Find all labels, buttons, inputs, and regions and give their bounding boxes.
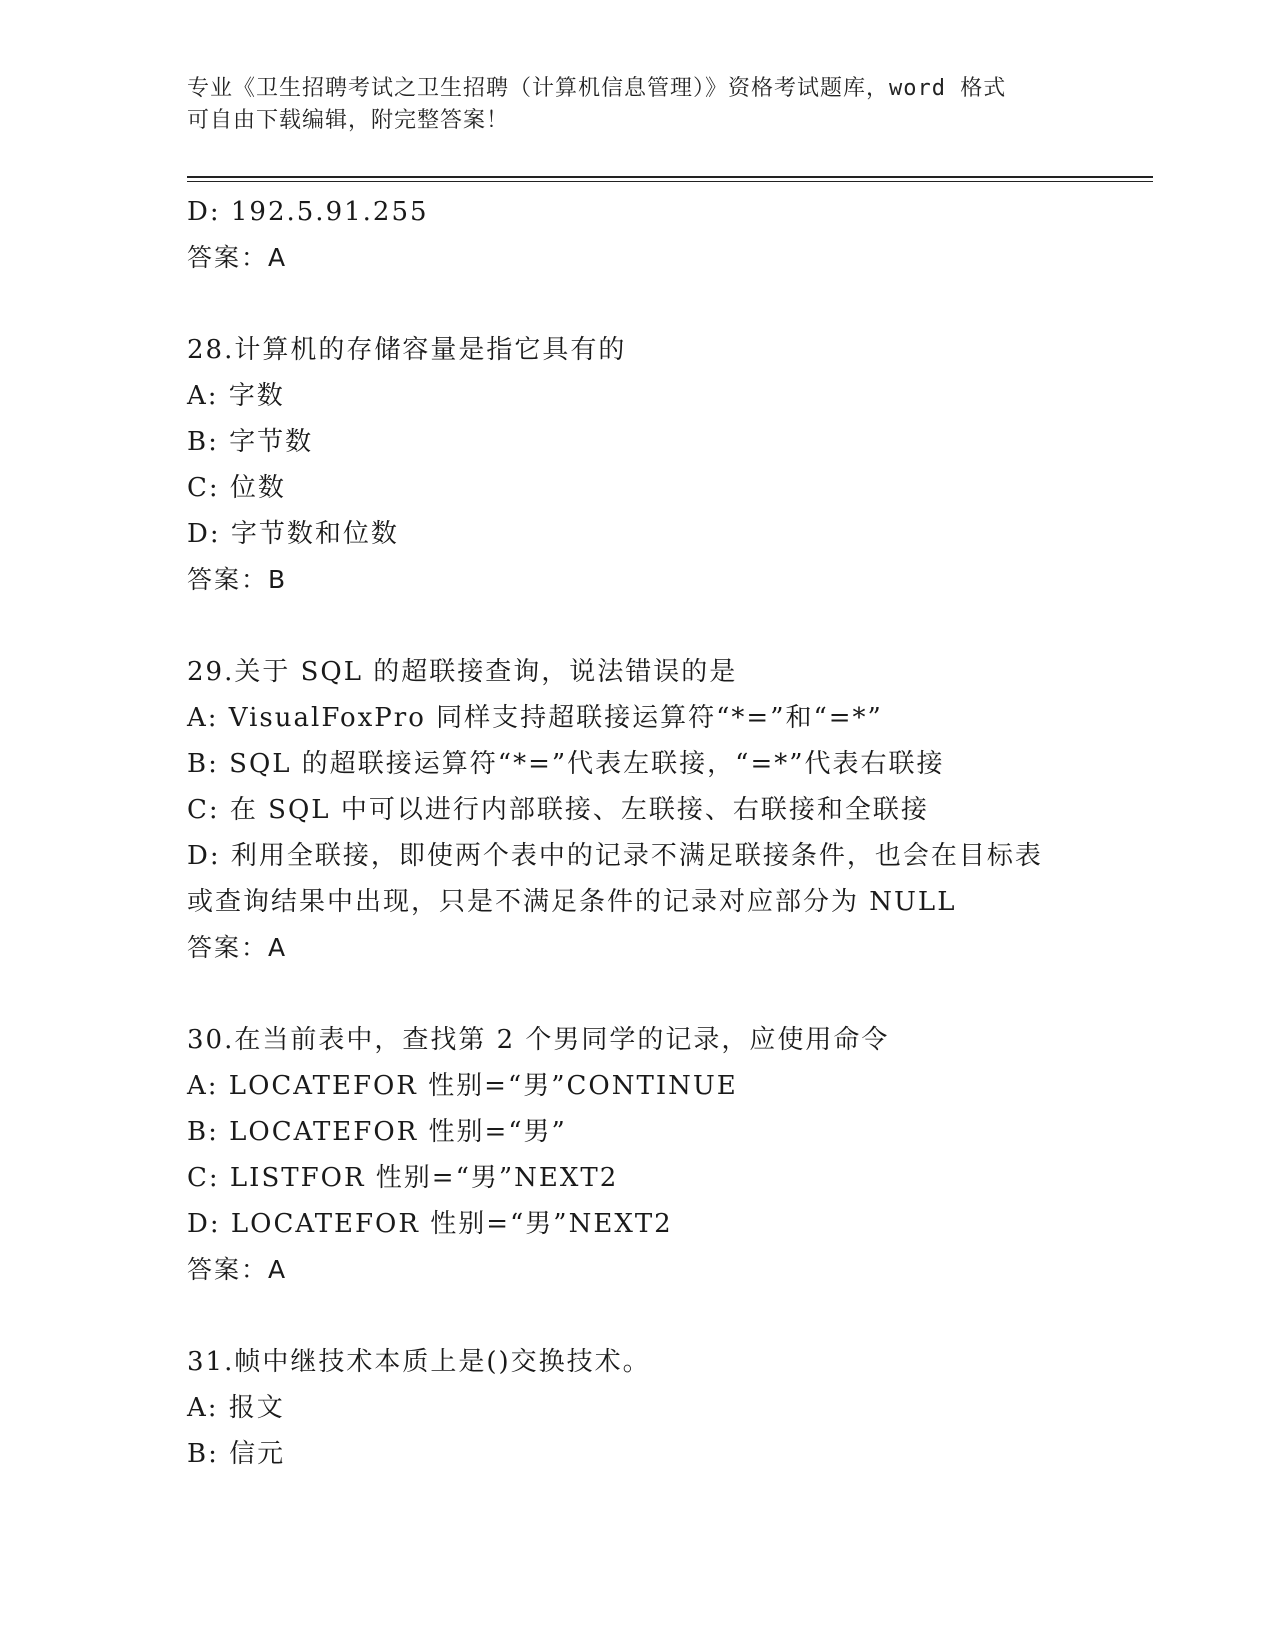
question-stem: 29.关于 SQL 的超联接查询，说法错误的是 bbox=[187, 657, 738, 687]
header-line-2: 可自由下载编辑，附完整答案！ bbox=[187, 108, 510, 133]
option-b: B: 字节数 bbox=[187, 427, 314, 457]
question-stem: 28.计算机的存储容量是指它具有的 bbox=[187, 335, 627, 365]
option-d: D: 利用全联接，即使两个表中的记录不满足联接条件，也会在目标表 bbox=[187, 841, 1043, 871]
option-b: B: SQL 的超联接运算符“*=”代表左联接，“=*”代表右联接 bbox=[187, 749, 945, 779]
question-list bbox=[187, 189, 1147, 1477]
answer: 答案：A bbox=[187, 1255, 288, 1284]
question-29 bbox=[187, 649, 1147, 971]
option-d: D: 字节数和位数 bbox=[187, 519, 399, 549]
option-b: B: LOCATEFOR 性别=“男” bbox=[187, 1117, 567, 1147]
header-line-1: 专业《卫生招聘考试之卫生招聘（计算机信息管理）》资格考试题库，word 格式 bbox=[187, 76, 1007, 101]
spacer bbox=[187, 1293, 1147, 1339]
option-a: A: LOCATEFOR 性别=“男”CONTINUE bbox=[187, 1071, 738, 1101]
document-header bbox=[187, 73, 1087, 137]
option-d-continued: 或查询结果中出现，只是不满足条件的记录对应部分为 NULL bbox=[187, 887, 957, 917]
answer: 答案：B bbox=[187, 565, 288, 594]
option-b: B: 信元 bbox=[187, 1439, 286, 1469]
option-d: D: 192.5.91.255 bbox=[187, 197, 429, 227]
answer: 答案：A bbox=[187, 243, 288, 272]
question-27-tail bbox=[187, 189, 1147, 281]
option-a: A: 字数 bbox=[187, 381, 285, 411]
option-c: C: LISTFOR 性别=“男”NEXT2 bbox=[187, 1163, 619, 1193]
question-stem: 31.帧中继技术本质上是()交换技术。 bbox=[187, 1347, 651, 1377]
spacer bbox=[187, 281, 1147, 327]
option-c: C: 在 SQL 中可以进行内部联接、左联接、右联接和全联接 bbox=[187, 795, 929, 825]
spacer bbox=[187, 971, 1147, 1017]
question-31 bbox=[187, 1339, 1147, 1477]
option-a: A: VisualFoxPro 同样支持超联接运算符“*=”和“=*” bbox=[187, 703, 883, 733]
option-c: C: 位数 bbox=[187, 473, 286, 503]
option-d: D: LOCATEFOR 性别=“男”NEXT2 bbox=[187, 1209, 673, 1239]
option-a: A: 报文 bbox=[187, 1393, 285, 1423]
question-stem: 30.在当前表中，查找第 2 个男同学的记录，应使用命令 bbox=[187, 1025, 890, 1055]
header-divider-thin bbox=[187, 181, 1153, 182]
question-30 bbox=[187, 1017, 1147, 1293]
question-28 bbox=[187, 327, 1147, 603]
answer: 答案：A bbox=[187, 933, 288, 962]
header-divider bbox=[187, 176, 1153, 178]
spacer bbox=[187, 603, 1147, 649]
